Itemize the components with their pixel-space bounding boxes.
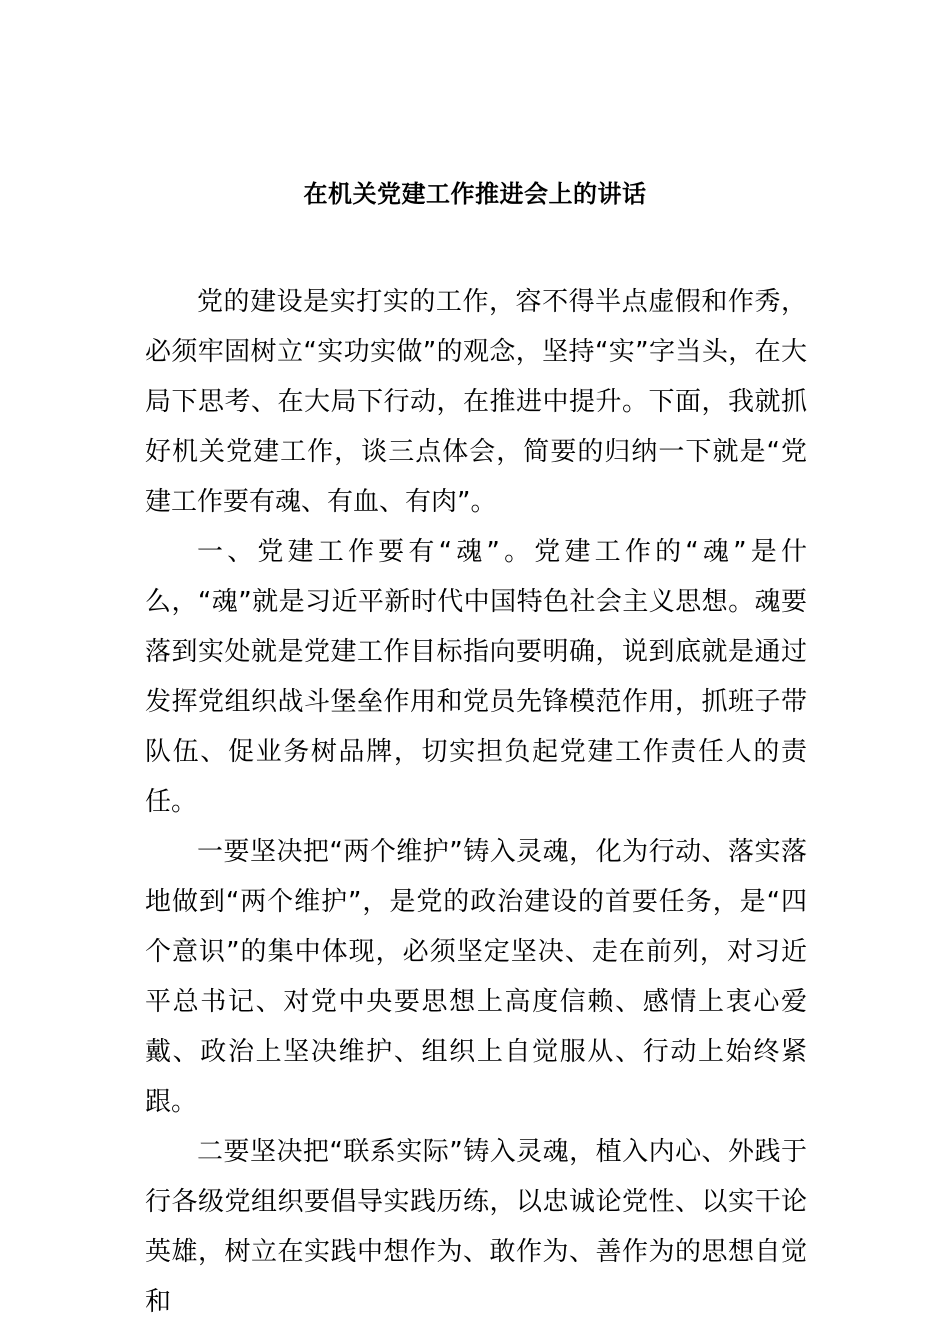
- paragraph-section-one: 一、党建工作要有“魂”。党建工作的“魂”是什么，“魂”就是习近平新时代中国特色社会主义思想。魂要落到实处就是党建工作目标指向要明确，说到底就是通过发挥党组织战斗堡垒作用和党员先锋模范作用，抓班子带队伍、促业务树品牌，切实担负起党建工作责任人的责任。: [145, 537, 807, 817]
- paragraph-point-two: 二要坚决把“联系实际”铸入灵魂，植入内心、外践于行各级党组织要倡导实践历练，以忠诚论党性、以实干论英雄，树立在实践中想作为、敢作为、善作为的思想自觉和: [145, 1137, 807, 1317]
- paragraph-intro: 党的建设是实打实的工作，容不得半点虚假和作秀，必须牢固树立“实功实做”的观念，坚持“实”字当头，在大局下思考、在大局下行动，在推进中提升。下面，我就抓好机关党建工作，谈三点体会，简要的归纳一下就是“党建工作要有魂、有血、有肉”。: [145, 287, 807, 517]
- document-title: 在机关党建工作推进会上的讲话: [303, 180, 647, 209]
- document-body: [145, 277, 807, 1327]
- paragraph-point-one: 一要坚决把“两个维护”铸入灵魂，化为行动、落实落地做到“两个维护”，是党的政治建设的首要任务，是“四个意识”的集中体现，必须坚定坚决、走在前列，对习近平总书记、对党中央要思想上高度信赖、感情上衷心爱戴、政治上坚决维护、组织上自觉服从、行动上始终紧跟。: [145, 837, 807, 1117]
